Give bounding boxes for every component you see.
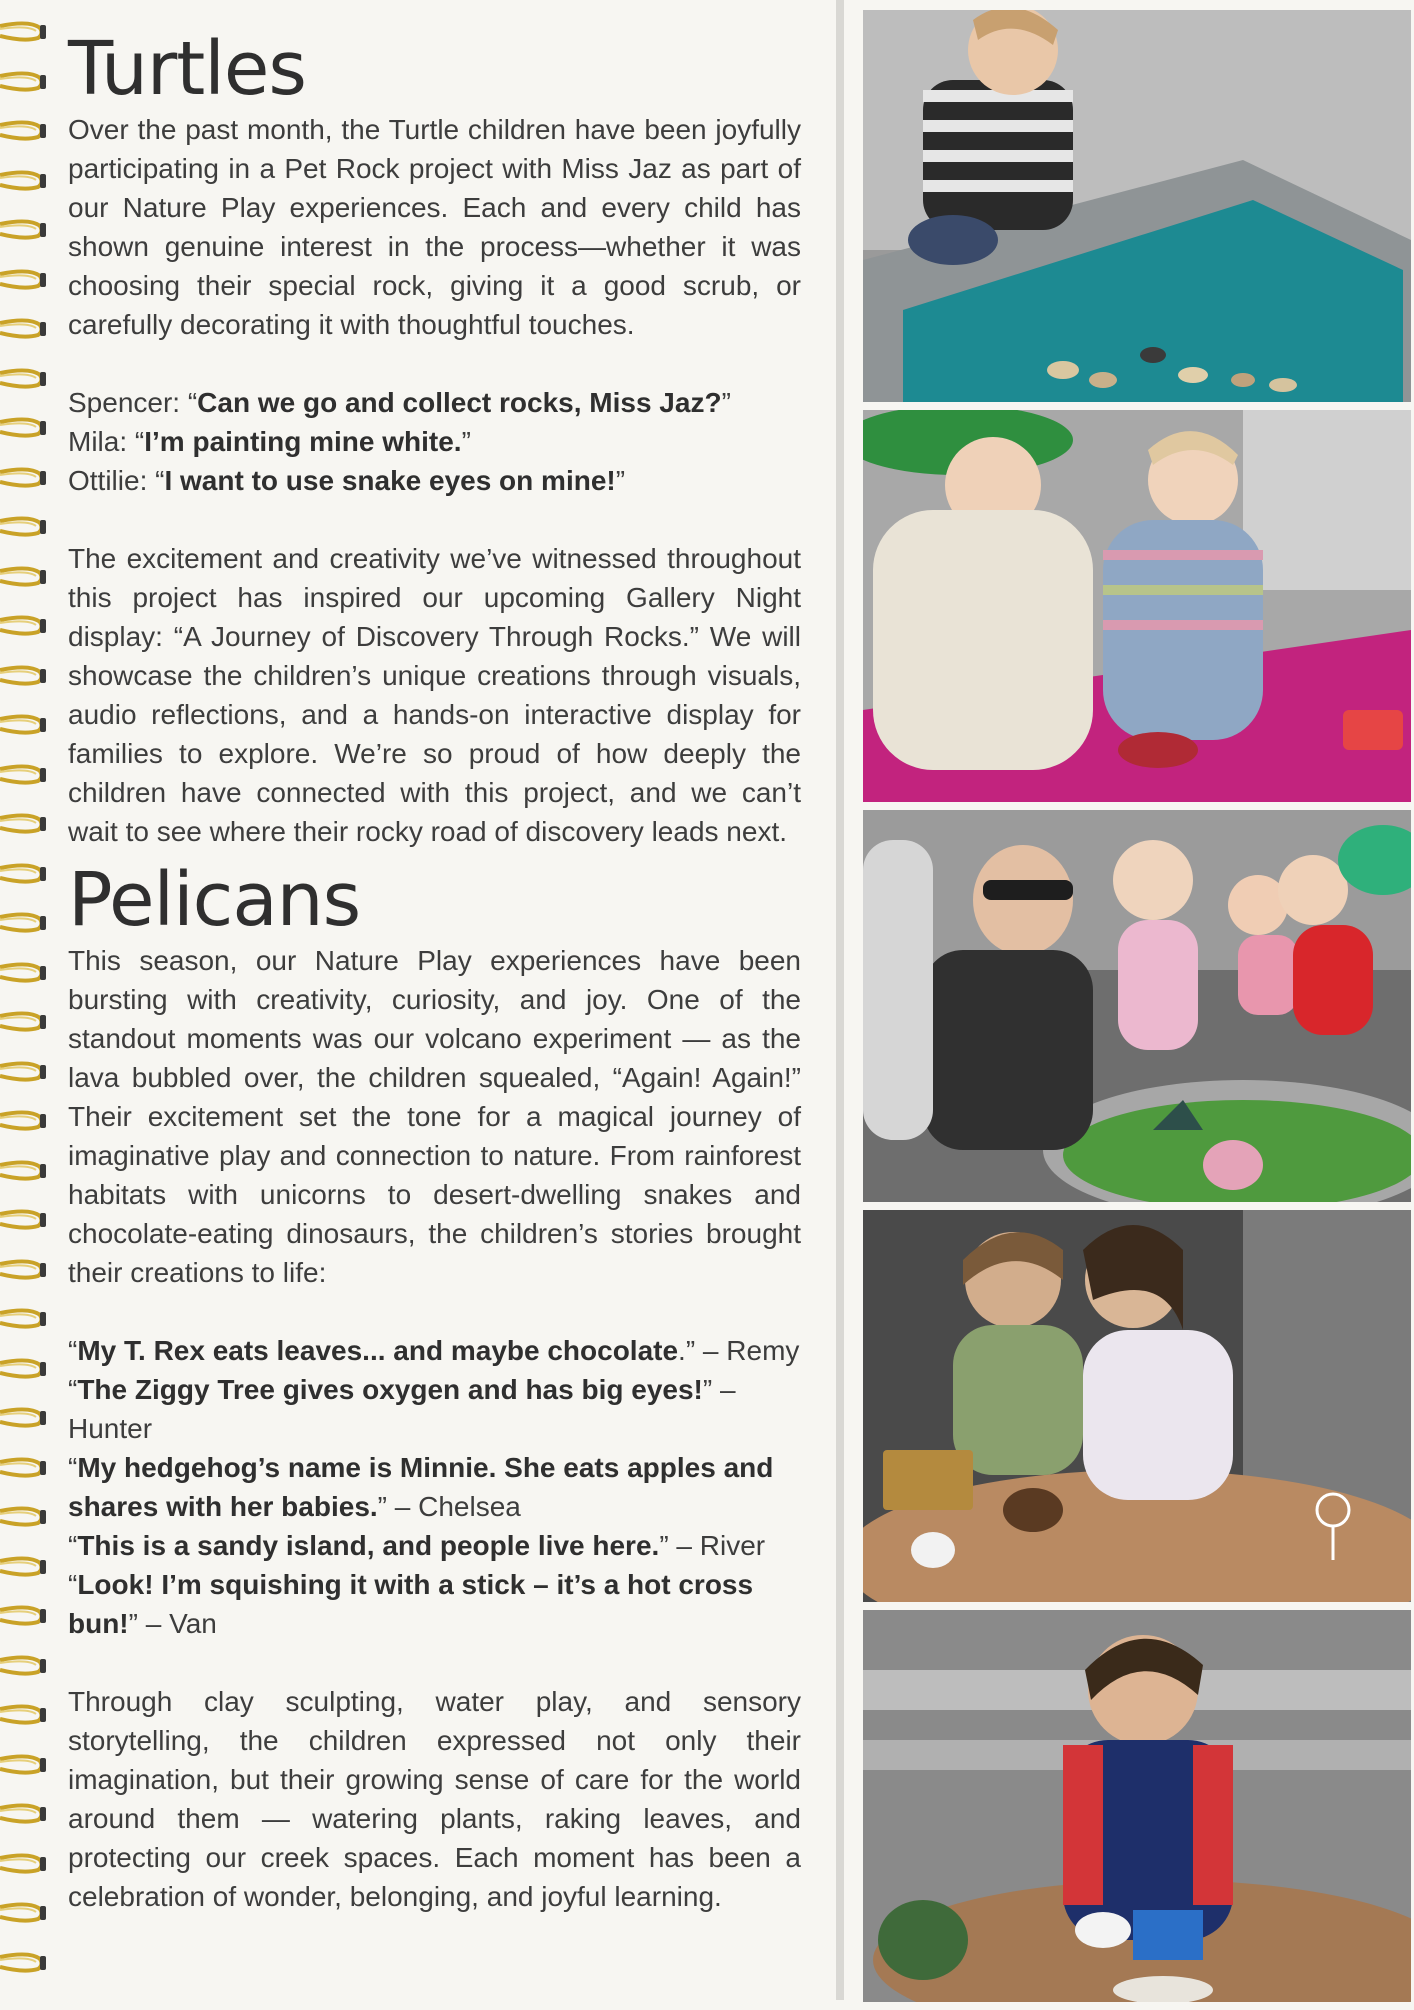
binder-ring xyxy=(0,1555,48,1577)
binder-ring xyxy=(0,218,48,240)
binder-ring xyxy=(0,1703,48,1725)
binder-ring xyxy=(0,1852,48,1874)
quote-chelsea: “My hedgehog’s name is Minnie. She eats apples and shares with her babies.” – Chelsea xyxy=(68,1452,774,1522)
binder-ring xyxy=(0,961,48,983)
photo-water-tray-rocks xyxy=(863,10,1411,402)
binder-ring xyxy=(0,911,48,933)
text-column xyxy=(68,28,801,1916)
binder-ring xyxy=(0,169,48,191)
turtles-quotes xyxy=(68,383,801,500)
binder-ring xyxy=(0,812,48,834)
photo-volcano-habitat xyxy=(863,810,1411,1202)
photo-hot-cross-bun xyxy=(863,1610,1411,2002)
quote-hunter: “The Ziggy Tree gives oxygen and has big eyes!” – Hunter xyxy=(68,1374,736,1444)
binder-ring xyxy=(0,466,48,488)
photo-column xyxy=(863,10,1411,2010)
binder-ring xyxy=(0,1901,48,1923)
turtles-closing: The excitement and creativity we’ve witnessed throughout this project has inspired our upcoming Gallery Night display: “A Journey of Discovery Through Rocks.” We will showcase the children’s unique creations through visuals, audio reflections, and a hands-on interactive display for families to explore. We’re so proud of how deeply the children have connected with this project, and we can’t wait to see where their rocky road of discovery leads next. xyxy=(68,543,801,847)
binder-ring xyxy=(0,367,48,389)
binder-ring xyxy=(0,317,48,339)
binder-ring xyxy=(0,1159,48,1181)
quote-river: “This is a sandy island, and people live here.” – River xyxy=(68,1530,766,1561)
binder-ring xyxy=(0,1604,48,1626)
binder-ring xyxy=(0,268,48,290)
binder-ring xyxy=(0,1406,48,1428)
binder-ring xyxy=(0,713,48,735)
photo-clay-sculpting xyxy=(863,1210,1411,1602)
binder-ring xyxy=(0,862,48,884)
binder-ring xyxy=(0,1109,48,1131)
notebook-spine xyxy=(0,0,50,2000)
quote-remy: “My T. Rex eats leaves... and maybe chocolate.” – Remy xyxy=(68,1335,800,1366)
binder-ring xyxy=(0,1307,48,1329)
quote-van: “Look! I’m squishing it with a stick – it’s a hot cross bun!” – Van xyxy=(68,1569,754,1639)
quote-mila: Mila: “I’m painting mine white.” xyxy=(68,426,471,457)
binder-ring xyxy=(0,1060,48,1082)
binder-ring xyxy=(0,70,48,92)
pelicans-intro: This season, our Nature Play experiences have been bursting with creativity, curiosity, and joy. One of the standout moments was our volcano experiment — as the lava bubbled over, the children squealed, “Again! Again!” Their excitement set the tone for a magical journey of imaginative play and connection to nature. From rainforest habitats with unicorns to desert-dwelling snakes and chocolate-eating dinosaurs, the children’s stories brought their creations to life: xyxy=(68,945,801,1288)
binder-ring xyxy=(0,1010,48,1032)
binder-ring xyxy=(0,1753,48,1775)
pelicans-closing: Through clay sculpting, water play, and sensory storytelling, the children expressed not only their imagination, but their growing sense of care for the world around them — watering plants, raking leaves, and protecting our creek spaces. Each moment has been a celebration of wonder, belonging, and joyful learning. xyxy=(68,1686,801,1912)
binder-ring xyxy=(0,664,48,686)
binder-ring xyxy=(0,1951,48,1973)
turtles-intro: Over the past month, the Turtle children have been joyfully participating in a Pet Rock project with Miss Jaz as part of our Nature Play experiences. Each and every child has shown genuine interest in the process—whether it was choosing their special rock, giving it a good scrub, or carefully decorating it with thoughtful touches. xyxy=(68,114,801,340)
binder-ring xyxy=(0,1654,48,1676)
pelicans-heading: Pelicans xyxy=(68,857,361,943)
pelicans-quotes xyxy=(68,1331,801,1643)
binder-ring xyxy=(0,1505,48,1527)
binder-ring xyxy=(0,119,48,141)
binder-ring xyxy=(0,614,48,636)
binder-ring xyxy=(0,1208,48,1230)
column-divider xyxy=(836,0,844,2000)
binder-ring xyxy=(0,515,48,537)
quote-ottilie: Ottilie: “I want to use snake eyes on mine!” xyxy=(68,465,626,496)
binder-ring xyxy=(0,1258,48,1280)
binder-ring xyxy=(0,1456,48,1478)
binder-ring xyxy=(0,1802,48,1824)
binder-ring xyxy=(0,763,48,785)
photo-painting-rocks xyxy=(863,410,1411,802)
binder-ring xyxy=(0,20,48,42)
binder-ring xyxy=(0,565,48,587)
turtles-heading: Turtles xyxy=(68,26,306,112)
binder-ring xyxy=(0,1357,48,1379)
quote-spencer: Spencer: “Can we go and collect rocks, Miss Jaz?” xyxy=(68,387,731,418)
binder-ring xyxy=(0,416,48,438)
